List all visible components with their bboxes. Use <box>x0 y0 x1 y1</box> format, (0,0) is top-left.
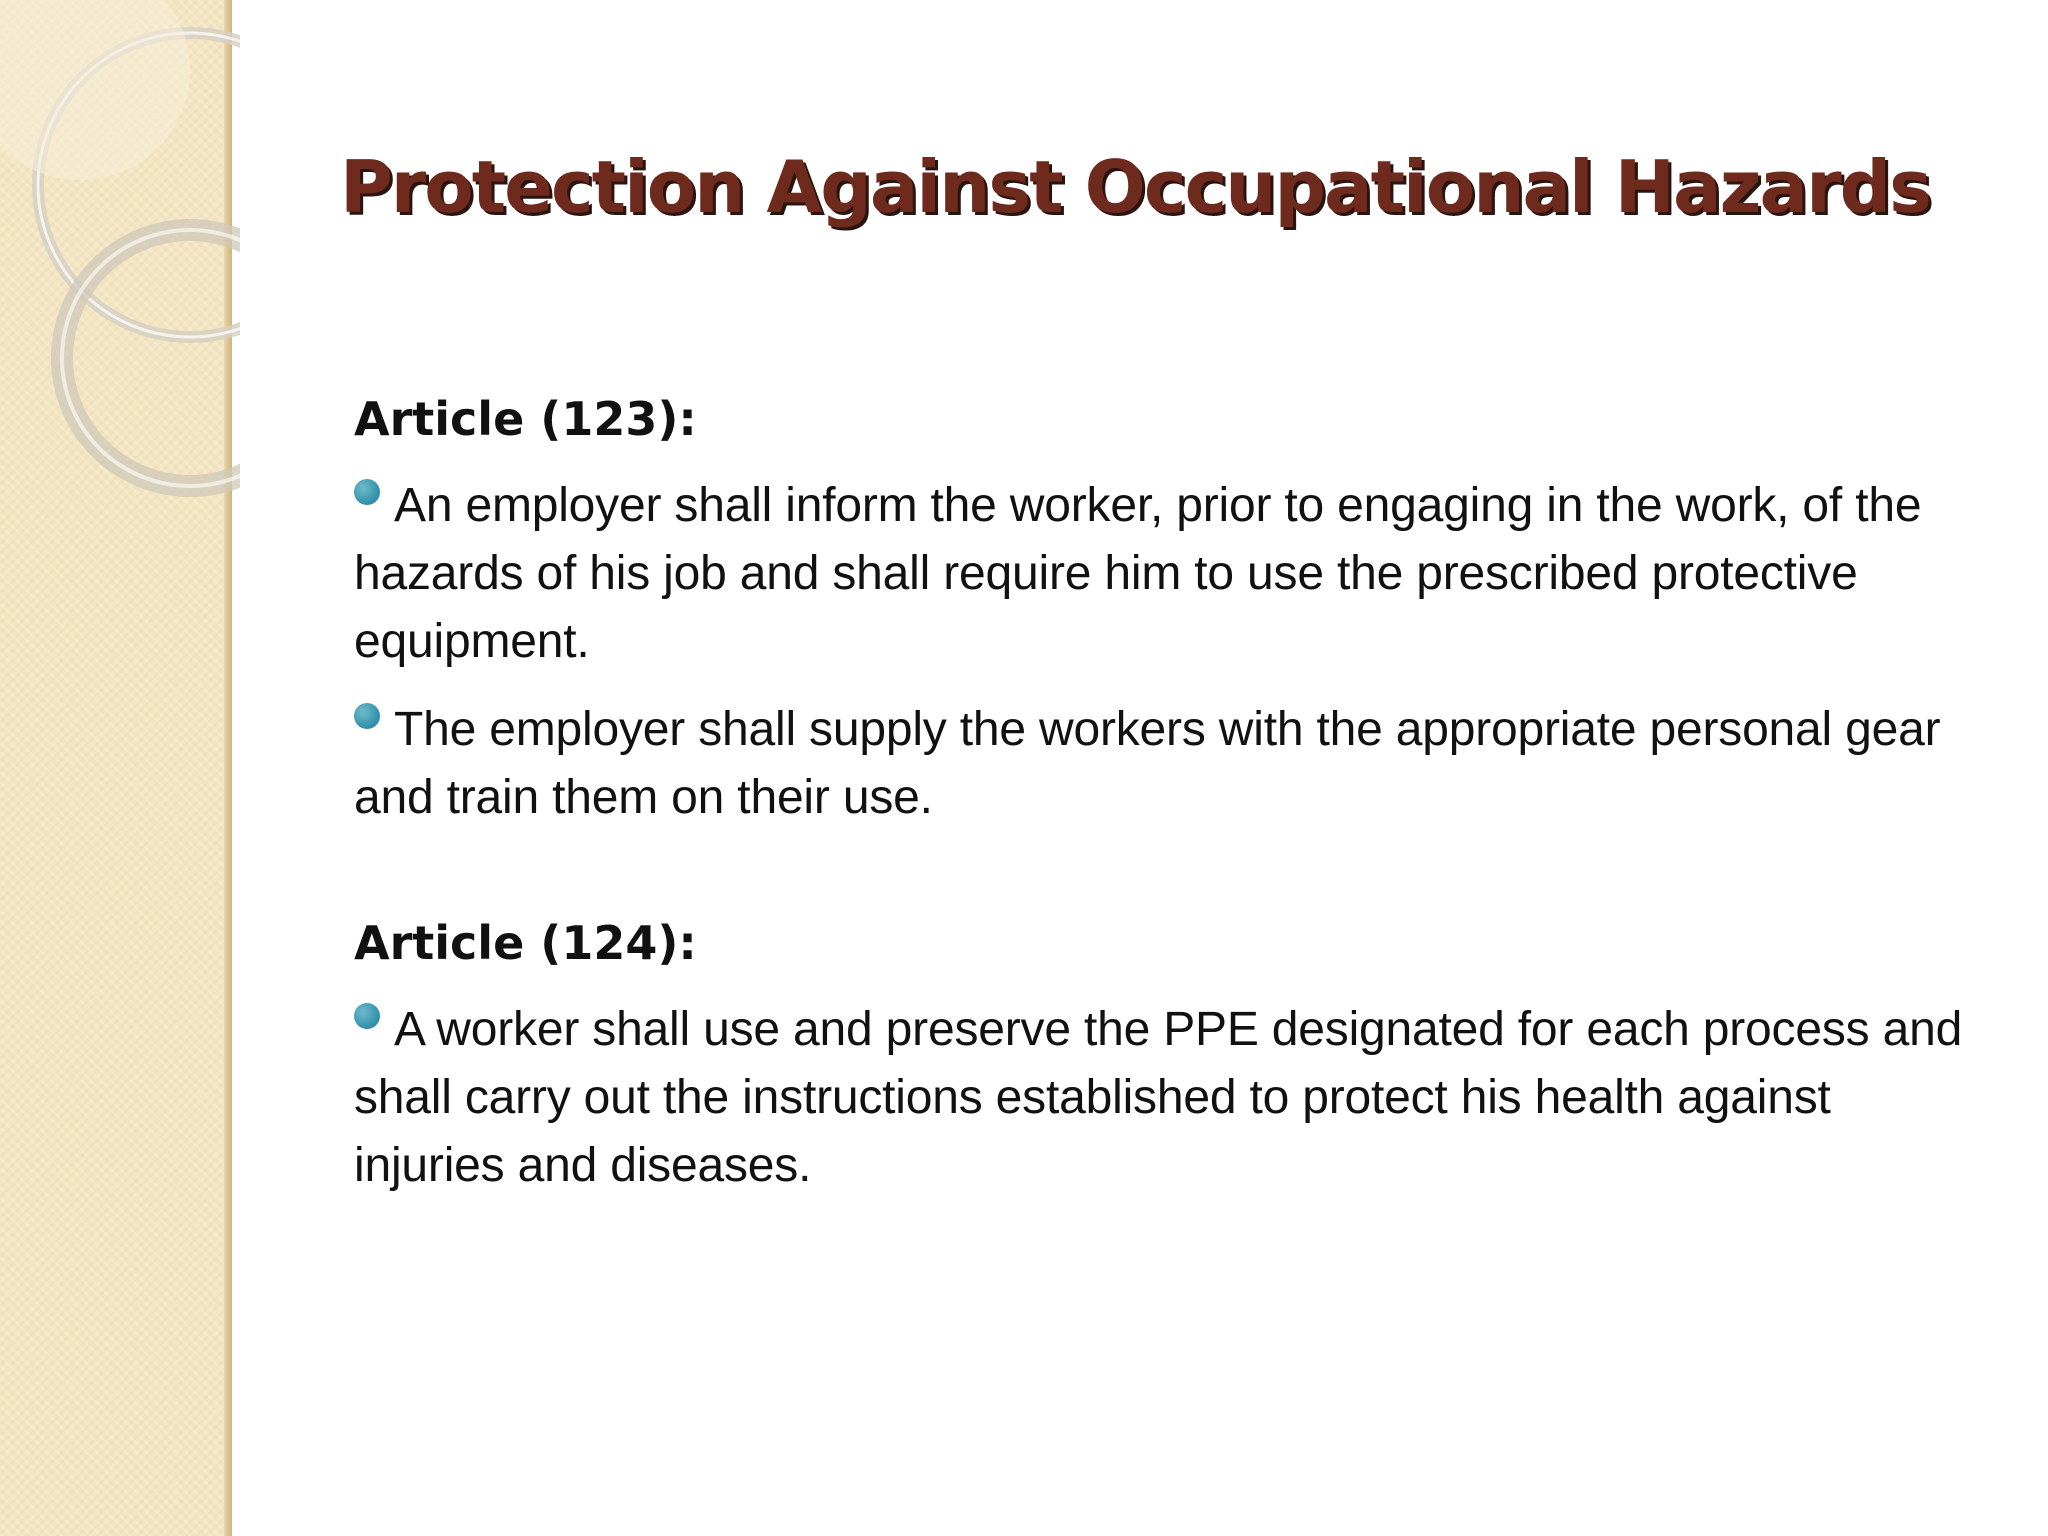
bullet-item <box>354 472 1984 676</box>
slide-title: Protection Against Occupational Hazards <box>340 145 1931 229</box>
article-124 <box>354 914 1984 1200</box>
decorative-disc <box>0 0 190 180</box>
bullet-text: The employer shall supply the workers with the appropriate personal gear and train them on their use. <box>354 702 1941 824</box>
decorative-circles <box>0 0 240 520</box>
bullet-item <box>354 996 1984 1200</box>
article-heading: Article (124): <box>354 915 697 970</box>
article-heading: Article (123): <box>354 392 697 446</box>
bullet-item <box>354 696 1984 832</box>
bullet-dot-icon <box>354 703 380 729</box>
bullet-dot-icon <box>354 479 380 505</box>
bullet-dot-icon <box>354 1003 380 1029</box>
decorative-ring-small <box>62 230 240 486</box>
bullet-text: A worker shall use and preserve the PPE designated for each process and shall carry out the instructions established to protect his health against injuries and diseases. <box>354 1002 1963 1192</box>
slide-content <box>354 390 1984 1220</box>
bullet-text: An employer shall inform the worker, prior to engaging in the work, of the hazards of his job and shall require him to use the prescribed protective equipment. <box>354 478 1922 668</box>
article-123 <box>354 390 1984 832</box>
